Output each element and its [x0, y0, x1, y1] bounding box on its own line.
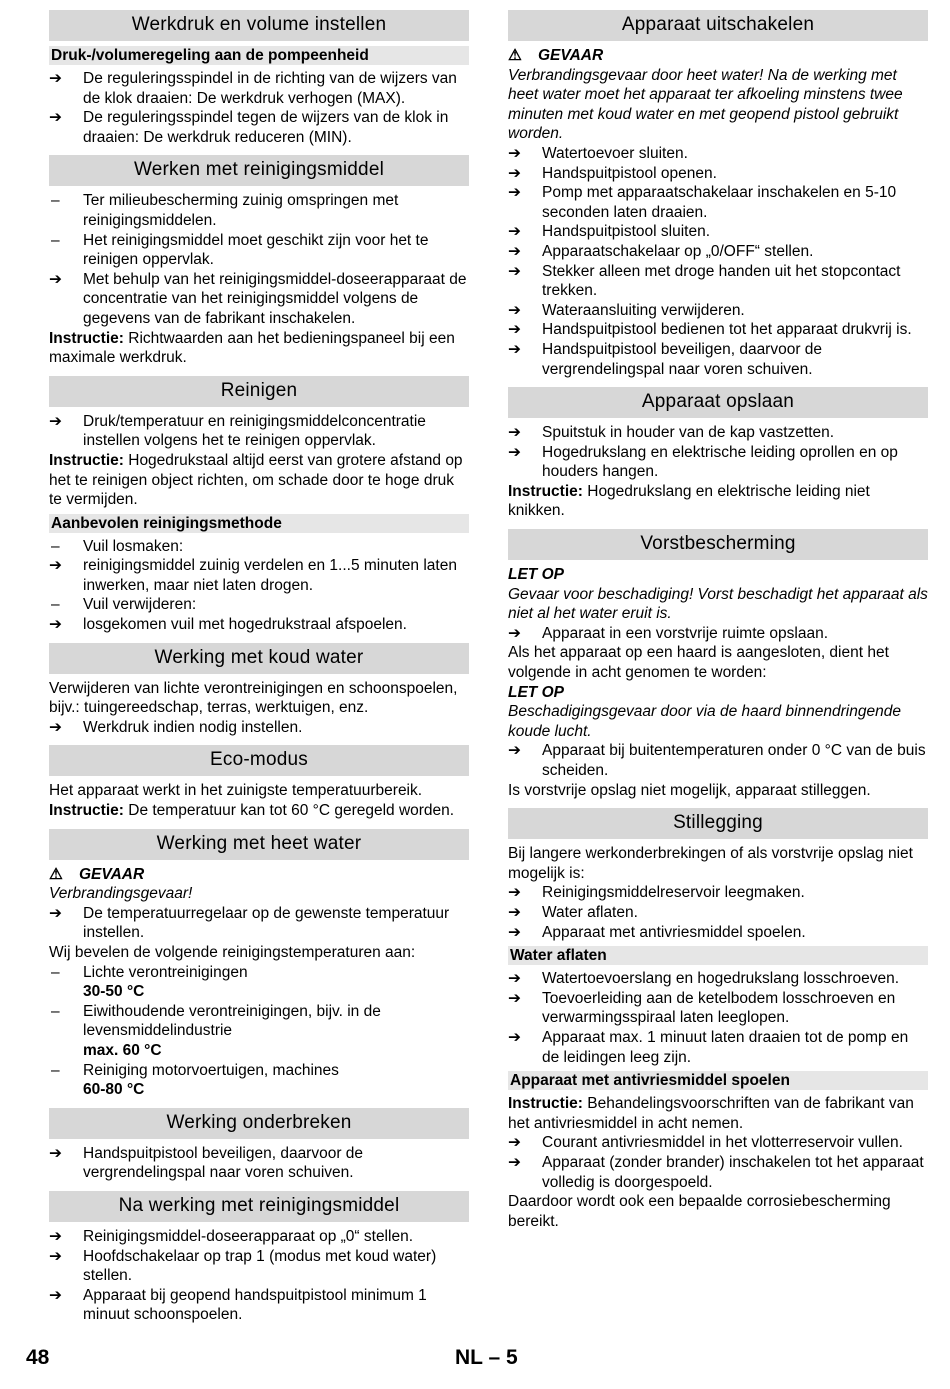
dash-icon: – [51, 1002, 60, 1020]
dash-icon: – [51, 192, 60, 210]
paragraph: Het apparaat werkt in het zuinigste temperatuurbereik. [49, 782, 423, 800]
arrow-icon: ➔ [508, 424, 521, 442]
arrow-icon: ➔ [49, 557, 62, 575]
paragraph: Is vorstvrije opslag niet mogelijk, apparaat stilleggen. [508, 781, 871, 799]
subheading-antivriesmiddel-spoelen: Apparaat met antivriesmiddel spoelen [508, 1071, 928, 1090]
arrow-icon: ➔ [508, 884, 521, 902]
list-item: ➔ Apparaat in een vorstvrije ruimte opslaan. [508, 624, 829, 642]
warning-label: ⚠ GEVAAR [49, 865, 145, 883]
arrow-icon: ➔ [508, 970, 521, 988]
list-item: ➔ Apparaat met antivriesmiddel spoelen. [508, 923, 806, 941]
instruction-note: Instructie: De temperatuur kan tot 60 °C geregeld worden. [49, 802, 455, 820]
heading-vorstbescherming: Vorstbescherming [508, 529, 928, 560]
left-column [49, 10, 469, 1325]
warning-text: Verbrandingsgevaar! [49, 885, 193, 903]
caution-label: LET OP [508, 566, 564, 584]
page-number: 48 [26, 1346, 50, 1369]
list-item: ➔ Apparaat max. 1 minuut laten draaien tot de pomp en de leidingen leeg zijn. [508, 1028, 909, 1066]
list-item: ➔ Handspuitpistool beveiligen, daarvoor de vergrendelingspal naar voren schuiven. [508, 340, 823, 378]
arrow-icon: ➔ [49, 1144, 62, 1162]
list-item: ➔ Spuitstuk in houder van de kap vastzetten. [508, 424, 835, 442]
heading-stillegging: Stillegging [508, 808, 928, 839]
arrow-icon: ➔ [49, 412, 62, 430]
arrow-icon: ➔ [508, 242, 521, 260]
list-item: ➔ Water aflaten. [508, 903, 638, 921]
paragraph: Daardoor wordt ook een bepaalde corrosiebescherming bereikt. [508, 1193, 891, 1230]
section-number: NL – 5 [455, 1346, 518, 1369]
arrow-icon: ➔ [508, 742, 521, 760]
arrow-icon: ➔ [49, 904, 62, 922]
heading-na-werking-reinigingsmiddel: Na werking met reinigingsmiddel [49, 1191, 469, 1222]
warning-icon: ⚠ [49, 865, 63, 883]
list-item: ➔ Handspuitpistool openen. [508, 164, 717, 182]
list-item: – Het reinigingsmiddel moet geschikt zijn voor het te reinigen oppervlak. [51, 231, 429, 269]
list-item: ➔ Wateraansluiting verwijderen. [508, 301, 745, 319]
arrow-icon: ➔ [508, 144, 521, 162]
arrow-icon: ➔ [49, 616, 62, 634]
paragraph: Wij bevelen de volgende reinigingstemperaturen aan: [49, 944, 416, 961]
heading-apparaat-uitschakelen: Apparaat uitschakelen [508, 10, 928, 41]
instruction-note: Instructie: Behandelingsvoorschriften van de fabrikant van het antivriesmiddel in acht nemen. [508, 1095, 914, 1132]
list-item: ➔ Apparaatschakelaar op „0/OFF“ stellen. [508, 242, 814, 260]
list-item: ➔ Met behulp van het reinigingsmiddel-doseerapparaat de concentratie van het reinigingsmiddel volgens de gegevens van de fabrikant inschakelen. [49, 270, 467, 327]
list-item: ➔ Werkdruk indien nodig instellen. [49, 718, 303, 736]
heading-apparaat-opslaan: Apparaat opslaan [508, 387, 928, 418]
temperature-item: – Lichte verontreinigingen 30-50 °C [51, 963, 248, 1001]
heading-werking-heet-water: Werking met heet water [49, 829, 469, 860]
arrow-icon: ➔ [49, 1247, 62, 1265]
list-item: – Ter milieubescherming zuinig omspringen met reinigingsmiddelen. [51, 192, 399, 229]
arrow-icon: ➔ [49, 1227, 62, 1245]
subheading-druk-volumeregeling: Druk-/volumeregeling aan de pompeenheid [49, 46, 469, 65]
right-column [508, 10, 928, 1231]
arrow-icon: ➔ [508, 443, 521, 461]
arrow-icon: ➔ [508, 1134, 521, 1152]
warning-icon: ⚠ [508, 47, 522, 64]
warning-text: Verbrandingsgevaar door heet water! Na de werking met heet water moet het apparaat ter afkoeling minstens twee minuten met koud water en met geopend pistool gebruikt worden. [508, 66, 903, 143]
warning-label: ⚠ GEVAAR [508, 47, 604, 64]
list-item: ➔ Apparaat bij geopend handspuitpistool minimum 1 minuut schoonspoelen. [49, 1286, 427, 1324]
list-item: ➔ Handspuitpistool bedienen tot het apparaat drukvrij is. [508, 321, 912, 339]
arrow-icon: ➔ [508, 184, 521, 202]
instruction-note: Instructie: Hogedrukslang en elektrische leiding niet knikken. [508, 482, 870, 520]
dash-icon: – [51, 1061, 60, 1079]
list-item: ➔ Druk/temperatuur en reinigingsmiddelconcentratie instellen volgens het te reinigen oppervlak. [49, 412, 426, 450]
instruction-note: Instructie: Richtwaarden aan het bedieningspaneel bij een maximale werkdruk. [49, 329, 455, 367]
heading-reinigen: Reinigen [49, 376, 469, 407]
list-item: ➔ losgekomen vuil met hogedrukstraal afspoelen. [49, 616, 407, 634]
heading-werking-koud-water: Werking met koud water [49, 643, 469, 674]
paragraph: Als het apparaat op een haard is aangesloten, dient het volgende in acht genomen te worden: [508, 644, 889, 682]
temperature-item: – Eiwithoudende verontreinigingen, bijv. in de levensmiddelindustrie max. 60 °C [51, 1002, 381, 1059]
arrow-icon: ➔ [508, 1028, 521, 1046]
list-item: ➔ Watertoevoerslang en hogedrukslang losschroeven. [508, 970, 899, 988]
list-item: ➔ Hoofdschakelaar op trap 1 (modus met koud water) stellen. [49, 1247, 437, 1285]
instruction-note: Instructie: Hogedrukstaal altijd eerst van grotere afstand op het te reinigen object richten, om schade door te hoge druk te vermijden. [49, 451, 463, 509]
list-item: ➔ Pomp met apparaatschakelaar inschakelen en 5-10 seconden laten draaien. [508, 184, 897, 221]
list-item: ➔ De temperatuurregelaar op de gewenste temperatuur instellen. [49, 904, 450, 942]
arrow-icon: ➔ [508, 164, 521, 182]
arrow-icon: ➔ [49, 718, 62, 736]
list-item: ➔ Reinigingsmiddelreservoir leegmaken. [508, 884, 805, 902]
arrow-icon: ➔ [508, 262, 521, 280]
arrow-icon: ➔ [508, 321, 521, 339]
dash-icon: – [51, 596, 60, 614]
caution-label: LET OP [508, 683, 564, 701]
list-item: – Vuil losmaken: [51, 537, 184, 555]
list-item: – Vuil verwijderen: [51, 596, 197, 614]
dash-icon: – [51, 963, 60, 981]
caution-text: Gevaar voor beschadiging! Vorst beschadigt het apparaat als niet al het water eruit is. [508, 585, 928, 623]
arrow-icon: ➔ [508, 340, 521, 358]
arrow-icon: ➔ [508, 1153, 521, 1171]
list-item: ➔ Courant antivriesmiddel in het vlotterreservoir vullen. [508, 1134, 903, 1152]
heading-werking-onderbreken: Werking onderbreken [49, 1108, 469, 1139]
list-item: ➔ Handspuitpistool beveiligen, daarvoor de vergrendelingspal naar voren schuiven. [49, 1144, 364, 1182]
heading-werken-met-reinigingsmiddel: Werken met reinigingsmiddel [49, 155, 469, 186]
heading-eco-modus: Eco-modus [49, 745, 469, 776]
list-item: ➔ Apparaat bij buitentemperaturen onder 0 °C van de buis scheiden. [508, 742, 926, 779]
list-item: ➔ Hogedrukslang en elektrische leiding oprollen en op houders hangen. [508, 443, 898, 481]
list-item: ➔ Watertoevoer sluiten. [508, 144, 688, 162]
list-item: ➔ De reguleringsspindel in de richting van de wijzers van de klok draaien: De werkdruk verhogen (MAX). [49, 70, 457, 107]
arrow-icon: ➔ [508, 223, 521, 241]
list-item: ➔ Apparaat (zonder brander) inschakelen tot het apparaat volledig is doorgespoeld. [508, 1153, 924, 1191]
arrow-icon: ➔ [508, 624, 521, 642]
arrow-icon: ➔ [508, 989, 521, 1007]
list-item: ➔ reinigingsmiddel zuinig verdelen en 1...5 minuten laten inwerken, maar niet laten drogen. [49, 557, 457, 594]
arrow-icon: ➔ [508, 923, 521, 941]
dash-icon: – [51, 231, 60, 249]
heading-werkdruk-volume: Werkdruk en volume instellen [49, 10, 469, 41]
arrow-icon: ➔ [49, 70, 62, 87]
list-item: ➔ De reguleringsspindel tegen de wijzers van de klok in draaien: De werkdruk reduceren (MIN). [49, 109, 449, 146]
list-item: ➔ Handspuitpistool sluiten. [508, 223, 711, 241]
list-item: ➔ Toevoerleiding aan de ketelbodem losschroeven en verwarmingsspiraal laten leeglopen. [508, 989, 896, 1027]
temperature-item: – Reiniging motorvoertuigen, machines 60-80 °C [51, 1061, 339, 1099]
paragraph: Bij langere werkonderbrekingen of als vorstvrije opslag niet mogelijk is: [508, 845, 913, 882]
arrow-icon: ➔ [508, 301, 521, 319]
dash-icon: – [51, 537, 60, 555]
subheading-aanbevolen-reinigingsmethode: Aanbevolen reinigingsmethode [49, 514, 469, 533]
list-item: ➔ Stekker alleen met droge handen uit het stopcontact trekken. [508, 262, 901, 300]
subheading-water-aflaten: Water aflaten [508, 946, 928, 965]
paragraph: Verwijderen van lichte verontreinigingen en schoonspoelen, bijv.: tuingereedschap, terras, werktuigen, enz. [49, 679, 458, 717]
list-item: ➔ Reinigingsmiddel-doseerapparaat op „0“ stellen. [49, 1227, 413, 1245]
caution-text: Beschadigingsgevaar door via de haard binnendringende koude lucht. [508, 703, 901, 740]
arrow-icon: ➔ [49, 109, 62, 127]
arrow-icon: ➔ [49, 270, 62, 288]
arrow-icon: ➔ [508, 903, 521, 921]
arrow-icon: ➔ [49, 1286, 62, 1304]
